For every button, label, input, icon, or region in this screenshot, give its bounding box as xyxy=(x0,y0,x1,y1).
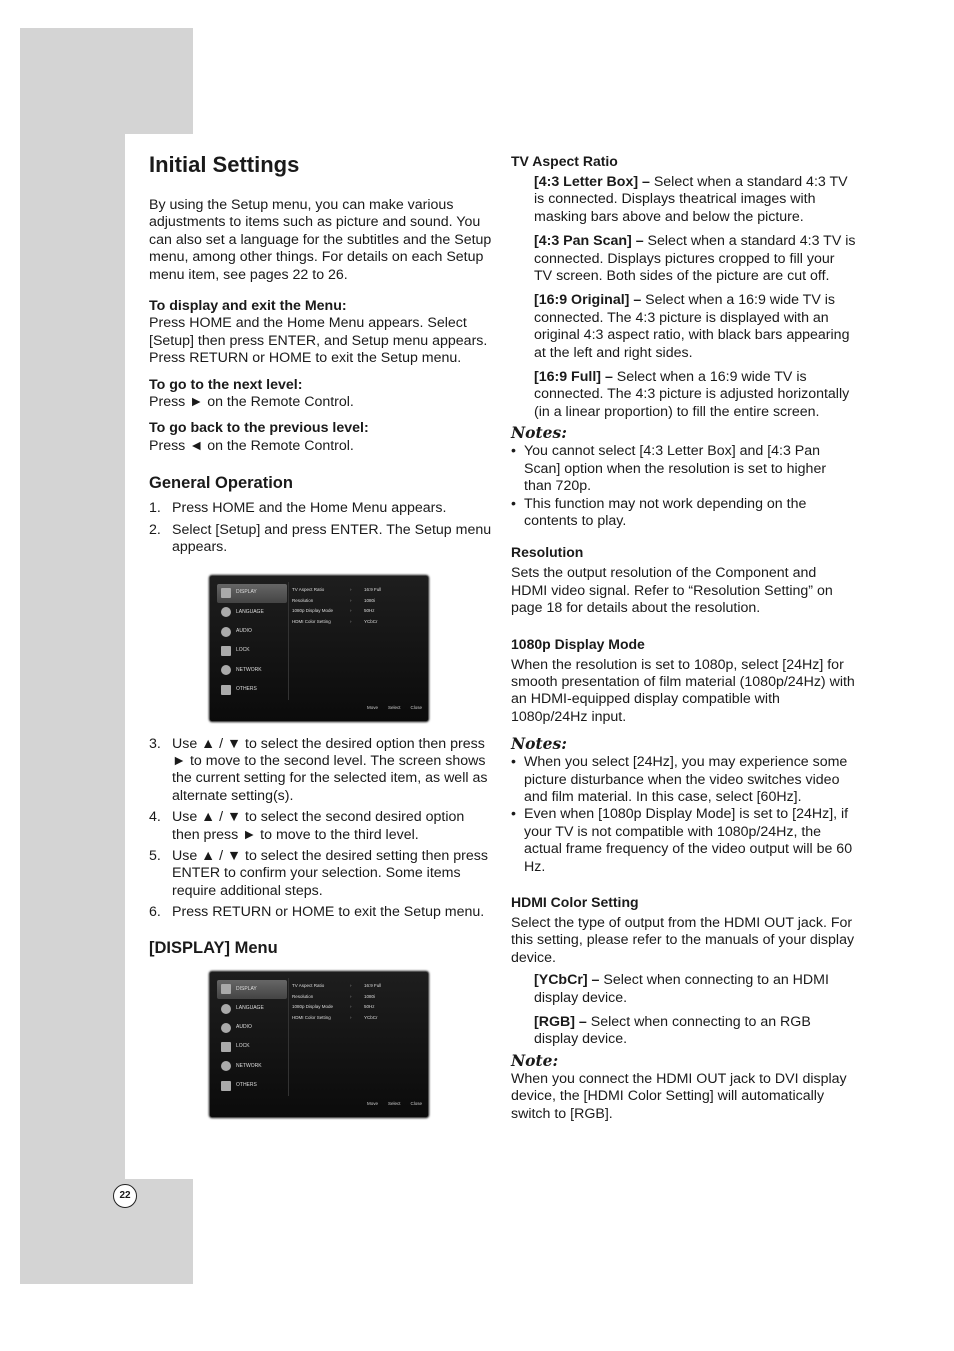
table-row: 1080p Display Mode › 50Hz xyxy=(292,1004,375,1010)
list-item: • You cannot select [4:3 Letter Box] and [4:3 Pan Scan] option when the resolution is set to higher than 720p. xyxy=(511,443,827,495)
display-mode-text: When the resolution is set to 1080p, select [24Hz] for smooth presentation of film material (1080p/24Hz) with an HDMI-equipped display compatible with 1080p/24Hz input. xyxy=(511,656,855,725)
menu-item-others: OTHERS xyxy=(217,680,287,699)
full-169-option: [16:9 Full] – Select when a 16:9 wide TV is connected. The 4:3 picture is adjusted horizontally (in a linear proportion) to fill the entire screen. xyxy=(534,369,850,420)
table-row: Resolution › 1080i xyxy=(292,993,376,999)
tv-aspect-heading: TV Aspect Ratio xyxy=(511,153,618,169)
note-text: When you connect the HDMI OUT jack to DVI display device, the [HDMI Color Setting] will automatically switch to [RGB]. xyxy=(511,1070,847,1122)
menu-item-display: DISPLAY xyxy=(217,584,287,603)
table-row: Resolution › 1080i xyxy=(292,597,376,603)
intro-text: By using the Setup menu, you can make various adjustments to items such as picture and sound. You can also set a language for the subtitles and the Setup menu, among other things. For details on each Setup menu item, see pages 22 to 26. xyxy=(149,197,492,283)
list-item: 3. Use ▲ / ▼ to select the desired option then press ► to move to the second level. The screen shows the current setting for the selected item, as well as alternate setting(s). xyxy=(149,735,488,804)
display-exit-text-2: Press RETURN or HOME to exit the Setup menu. xyxy=(149,350,462,367)
list-item: 1. Press HOME and the Home Menu appears. xyxy=(149,500,447,517)
language-icon xyxy=(221,607,231,617)
rgb-option: [RGB] – Select when connecting to an RGB display device. xyxy=(534,1014,811,1048)
list-item: 2. Select [Setup] and press ENTER. The Setup menu appears. xyxy=(149,521,492,556)
prev-level-text: Press ◄ on the Remote Control. xyxy=(149,437,354,454)
network-icon xyxy=(221,1061,231,1071)
language-icon xyxy=(221,1004,231,1014)
menu-item-language: LANGUAGE xyxy=(217,999,287,1018)
general-operation-heading: General Operation xyxy=(149,474,293,493)
table-row: TV Aspect Ratio › 16:9 Full xyxy=(292,983,382,989)
right-column xyxy=(511,153,856,1123)
table-row: HDMI Color Setting › YCbCr xyxy=(292,1014,378,1020)
list-item: 6. Press RETURN or HOME to exit the Setup menu. xyxy=(149,904,485,921)
page-title: Initial Settings xyxy=(149,152,300,177)
display-menu-screenshot xyxy=(209,971,429,1118)
setup-menu-footer: Move Select Close xyxy=(366,705,422,711)
setup-menu-screenshot xyxy=(209,575,429,722)
list-item: • Even when [1080p Display Mode] is set to [24Hz], if your TV is not compatible with 1080p/24Hz, the actual frame frequency of the video output will be 60 Hz. xyxy=(511,806,853,875)
notes-heading: Notes: xyxy=(511,734,567,754)
menu-item-lock: LOCK xyxy=(217,1037,287,1056)
audio-icon xyxy=(221,1023,231,1033)
network-icon xyxy=(221,665,231,675)
letterbox-option: [4:3 Letter Box] – Select when a standard 4:3 TV is connected. Displays theatrical images with masking bars above and below the picture. xyxy=(534,174,848,225)
others-icon xyxy=(221,1081,231,1091)
list-item: 4. Use ▲ / ▼ to select the second desired option then press ► to move to the third level. xyxy=(149,809,465,843)
menu-item-language: LANGUAGE xyxy=(217,603,287,622)
table-row: 1080p Display Mode › 50Hz xyxy=(292,608,375,614)
resolution-text: Sets the output resolution of the Component and HDMI video signal. Refer to “Resolution Setting” on page 18 for details about the resolution. xyxy=(511,565,833,617)
menu-item-display: DISPLAY xyxy=(217,980,287,999)
list-item: 5. Use ▲ / ▼ to select the desired setting then press ENTER to confirm your selection. Some items require additional steps. xyxy=(149,847,488,899)
lock-icon xyxy=(221,646,231,656)
display-exit-heading: To display and exit the Menu: xyxy=(149,298,347,315)
next-level-heading: To go to the next level: xyxy=(149,376,303,393)
ycbcr-option: [YCbCr] – Select when connecting to an HDMI display device. xyxy=(534,972,829,1006)
hdmi-color-text: Select the type of output from the HDMI OUT jack. For this setting, please refer to the manuals of your display device. xyxy=(511,915,855,966)
menu-item-audio: AUDIO xyxy=(217,1018,287,1037)
setup-menu-sidebar xyxy=(217,584,287,700)
display-mode-heading: 1080p Display Mode xyxy=(511,635,645,652)
menu-item-network: NETWORK xyxy=(217,661,287,680)
panscan-option: [4:3 Pan Scan] – Select when a standard 4:3 TV is connected. Displays pictures cropped to fill your TV screen. Both sides of the picture are cut off. xyxy=(534,233,856,285)
original-169-option: [16:9 Original] – Select when a 16:9 wide TV is connected. The 4:3 picture is displayed with an original 4:3 aspect ratio, with black bars appearing at the left and right sides. xyxy=(534,292,850,361)
setup-menu-options xyxy=(292,585,422,627)
table-row: HDMI Color Setting › YCbCr xyxy=(292,618,378,624)
lock-icon xyxy=(221,1042,231,1052)
notes-heading: Notes: xyxy=(511,423,567,443)
hdmi-color-heading: HDMI Color Setting xyxy=(511,894,639,910)
display-icon xyxy=(221,984,231,994)
display-exit-text-1: Press HOME and the Home Menu appears. Select [Setup] then press ENTER, and Setup menu appears. xyxy=(149,315,488,349)
setup-menu-footer: Move Select Close xyxy=(366,1101,422,1107)
setup-menu-options xyxy=(292,981,422,1023)
menu-item-lock: LOCK xyxy=(217,641,287,660)
audio-icon xyxy=(221,627,231,637)
display-menu-heading: [DISPLAY] Menu xyxy=(149,938,278,957)
list-item: • When you select [24Hz], you may experience some picture disturbance when the video switches video and film material. In this case, select [60Hz]. xyxy=(511,754,848,805)
resolution-heading: Resolution xyxy=(511,544,584,561)
setup-menu-sidebar xyxy=(217,980,287,1096)
menu-item-others: OTHERS xyxy=(217,1076,287,1095)
left-column xyxy=(149,150,494,1118)
prev-level-heading: To go back to the previous level: xyxy=(149,420,369,437)
page-number: 22 xyxy=(113,1184,137,1208)
note-heading: Note: xyxy=(511,1050,559,1070)
menu-item-network: NETWORK xyxy=(217,1057,287,1076)
table-row: TV Aspect Ratio › 16:9 Full xyxy=(292,587,382,593)
list-item: • This function may not work depending on the contents to play. xyxy=(511,495,807,529)
next-level-text: Press ► on the Remote Control. xyxy=(149,394,354,411)
display-icon xyxy=(221,588,231,598)
others-icon xyxy=(221,685,231,695)
menu-item-audio: AUDIO xyxy=(217,622,287,641)
